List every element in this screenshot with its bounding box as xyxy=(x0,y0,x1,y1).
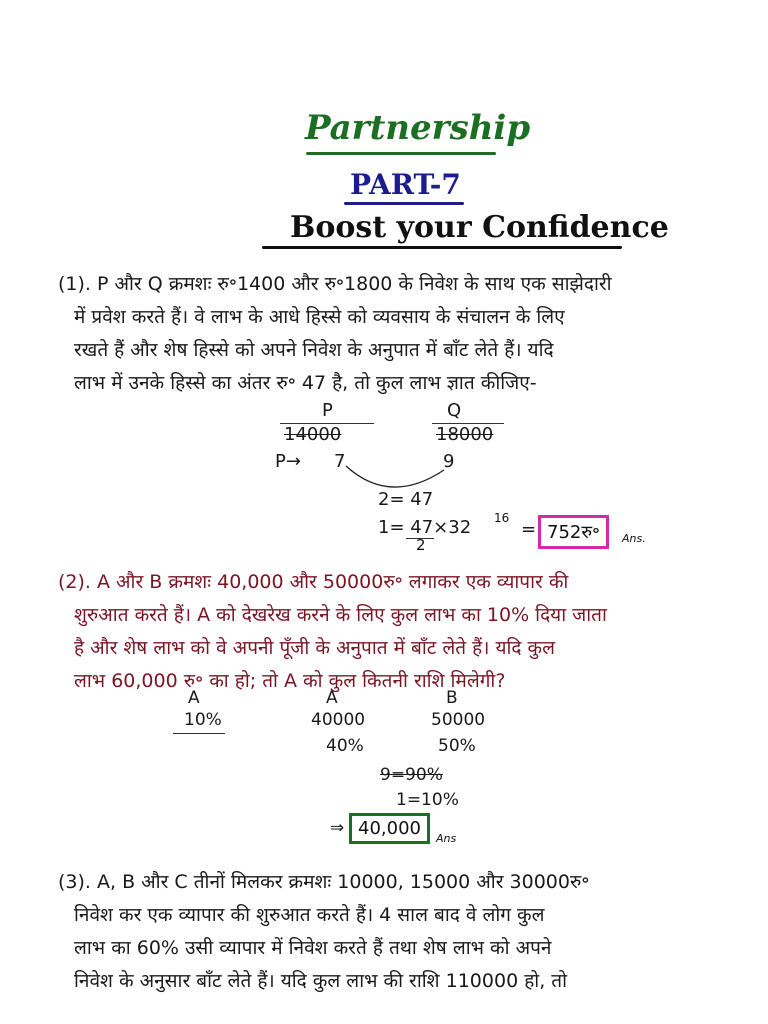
q2-b-share: 50% xyxy=(438,736,476,756)
question-line: में प्रवेश करते हैं। वे लाभ के आधे हिस्से को व्यवसाय के संचालन के लिए xyxy=(74,306,565,328)
question-line: लाभ का 60% उसी व्यापार में निवेश करते हैं तथा शेष लाभ को अपने xyxy=(74,937,552,959)
q2-a-share: 40% xyxy=(326,736,364,756)
question-line: (3). A, B और C तीनों मिलकर क्रमशः 10000, 15000 और 30000रु॰ xyxy=(58,871,590,893)
question-line: (2). A और B क्रमशः 40,000 और 50000रु॰ लगाकर एक व्यापार की xyxy=(58,571,569,593)
q1-p-label: P xyxy=(322,400,333,421)
question-line: रखते हैं और शेष हिस्से को अपने निवेश के अनुपात में बाँट लेते हैं। यदि xyxy=(74,339,554,361)
divider xyxy=(173,733,225,734)
q1-eq1: 2= 47 xyxy=(378,489,434,510)
q2-ans-tag: Ans xyxy=(436,832,457,845)
q1-eq2-superscript: 16 xyxy=(494,511,510,525)
title-underline xyxy=(306,152,496,155)
q1-p-investment: 14000 xyxy=(284,424,342,445)
q2-eq2: 1=10% xyxy=(396,790,459,810)
q1-eq2-denominator: 2 xyxy=(416,536,426,554)
question-3 xyxy=(58,866,589,998)
q2-a-label: A xyxy=(188,688,200,708)
q1-q-ratio: 9 xyxy=(443,451,455,472)
divider xyxy=(280,423,374,424)
q2-b-value: 50000 xyxy=(431,710,486,730)
q2-a-pct: 10% xyxy=(184,710,222,730)
question-line: लाभ 60,000 रु॰ का हो; तो A को कुल कितनी राशि मिलेगी? xyxy=(74,670,506,692)
question-2 xyxy=(58,566,607,698)
question-line: शुरुआत करते हैं। A को देखरेख करने के लिए कुल लाभ का 10% दिया जाता xyxy=(74,604,607,626)
q1-q-label: Q xyxy=(447,400,462,421)
part-underline xyxy=(344,202,464,205)
q2-eq1: 9=90% xyxy=(380,765,443,785)
subtitle: Boost your Confidence xyxy=(290,210,669,245)
q1-answer-box: 752रु॰ xyxy=(538,515,609,549)
question-line: (1). P और Q क्रमशः रु॰1400 और रु॰1800 के निवेश के साथ एक साझेदारी xyxy=(58,273,612,295)
question-line: है और शेष लाभ को वे अपनी पूँजी के अनुपात में बाँट लेते हैं। यदि कुल xyxy=(74,637,556,659)
q2-arrow: ⇒ xyxy=(330,818,345,838)
question-1 xyxy=(58,268,612,400)
q1-equals: = xyxy=(521,519,537,540)
part-label: PART-7 xyxy=(350,168,461,201)
q1-ans-tag: Ans. xyxy=(622,532,646,545)
q2-a-value: 40000 xyxy=(311,710,366,730)
page-title: Partnership xyxy=(305,108,531,148)
question-line: लाभ में उनके हिस्से का अंतर रु॰ 47 है, तो कुल लाभ ज्ञात कीजिए- xyxy=(74,372,537,394)
q2-answer-box: 40,000 xyxy=(349,813,430,844)
q1-q-investment: 18000 xyxy=(436,424,494,445)
q2-a2-label: A xyxy=(326,688,338,708)
question-line: निवेश कर एक व्यापार की शुरुआत करते हैं। 4 साल बाद वे लोग कुल xyxy=(74,904,545,926)
q1-ratio-prefix: P→ xyxy=(275,451,301,472)
q1-eq2: 1= 47×32 xyxy=(378,517,472,538)
question-line: निवेश के अनुसार बाँट लेते हैं। यदि कुल लाभ की राशि 110000 हो, तो xyxy=(74,970,568,992)
divider xyxy=(432,423,504,424)
subtitle-underline xyxy=(262,246,622,249)
q2-b-label: B xyxy=(446,688,458,708)
q1-p-ratio: 7 xyxy=(334,451,346,472)
